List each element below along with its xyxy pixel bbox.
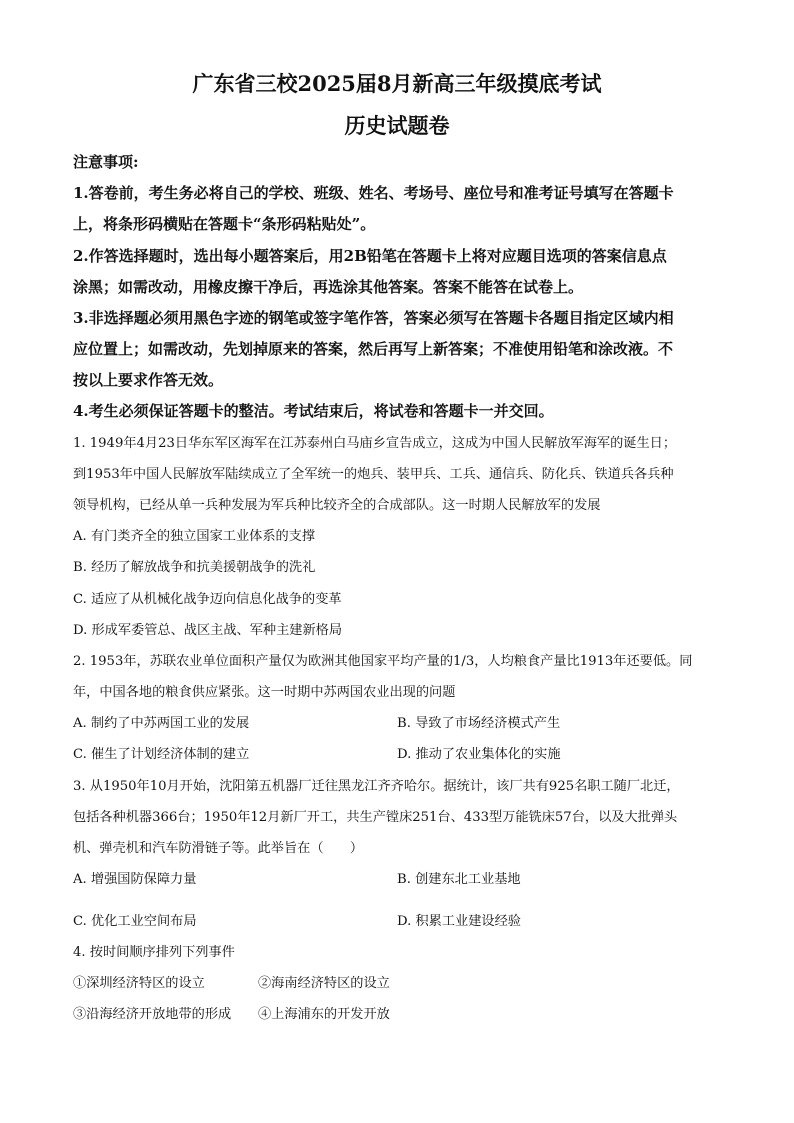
exam-subtitle: 历史试题卷 [344,113,450,138]
q3-stem-line: 3. 从1950年10月开始，沈阳第五机器厂迁往黑龙江齐齐哈尔。据统计，该厂共有925名职工随厂北迁， [73,779,680,794]
q4-item-3: ③沿海经济开放地带的形成 [73,1007,232,1022]
q2-option-c: C. 催生了计划经济体制的建立 [73,747,250,762]
notice-line: 应位置上；如需改动，先划掉原来的答案，然后再写上新答案；不准使用铅笔和涂改液。不 [73,340,674,358]
q1-option-b: B. 经历了解放战争和抗美援朝战争的洗礼 [73,560,316,575]
q3-option-b: B. 创建东北工业基地 [397,872,521,887]
q1-option-a: A. 有门类齐全的独立国家工业体系的支撑 [73,529,316,544]
q2-stem-line: 年，中国各地的粮食供应紧张。这一时期中苏两国农业出现的问题 [73,685,456,700]
q3-option-d: D. 积累工业建设经验 [397,914,521,929]
q1-option-c: C. 适应了从机械化战争迈向信息化战争的变革 [73,592,342,607]
q4-item-4: ④上海浦东的开发开放 [258,1007,390,1022]
notice-line: 2.作答选择题时，选出每小题答案后，用2B铅笔在答题卡上将对应题目选项的答案信息点 [73,247,667,265]
q2-stem-line: 2. 1953年，苏联农业单位面积产量仅为欧洲其他国家平均产量的1/3，人均粮食产量比1913年还要低。同 [73,654,693,669]
q3-option-a: A. 增强国防保障力量 [73,872,197,887]
q2-option-d: D. 推动了农业集体化的实施 [397,747,561,762]
exam-title: 广东省三校2025届8月新高三年级摸底考试 [192,71,602,96]
notice-heading: 注意事项: [73,153,139,171]
q2-option-b: B. 导致了市场经济模式产生 [397,716,561,731]
q4-item-2: ②海南经济特区的设立 [258,976,390,991]
notice-line: 上，将条形码横贴在答题卡“条形码粘贴处”。 [73,215,376,233]
q1-stem-line: 1. 1949年4月23日华东军区海军在江苏泰州白马庙乡宣告成立，这成为中国人民解放军海军的诞生日； [73,436,677,451]
notice-line: 按以上要求作答无效。 [73,371,224,389]
q1-stem-line: 到1953年中国人民解放军陆续成立了全军统一的炮兵、装甲兵、工兵、通信兵、防化兵、铁道兵各兵种 [73,467,674,482]
q4-item-1: ①深圳经济特区的设立 [73,976,205,991]
q3-stem-line: 机、弹壳机和汽车防滑链子等。此举旨在（ ） [73,841,364,856]
notice-line: 1.答卷前，考生务必将自己的学校、班级、姓名、考场号、座位号和准考证号填写在答题卡 [73,184,674,202]
q4-stem: 4. 按时间顺序排列下列事件 [73,945,235,960]
notice-line: 4.考生必须保证答题卡的整洁。考试结束后，将试卷和答题卡一并交回。 [73,402,554,420]
notice-line: 3.非选择题必须用黑色字迹的钢笔或签字笔作答，答案必须写在答题卡各题目指定区域内相 [73,309,674,327]
q2-option-a: A. 制约了中苏两国工业的发展 [73,716,250,731]
q3-stem-line: 包括各种机器366台；1950年12月新厂开工，共生产镗床251台、433型万能铣床57台，以及大批弹头 [73,810,678,825]
q3-option-c: C. 优化工业空间布局 [73,914,197,929]
notice-line: 涂黑；如需改动，用橡皮擦干净后，再选涂其他答案。答案不能答在试卷上。 [73,278,584,296]
q1-stem-line: 领导机构，已经从单一兵种发展为军兵种比较齐全的合成部队。这一时期人民解放军的发展 [73,498,601,513]
q1-option-d: D. 形成军委管总、战区主战、军种主建新格局 [73,623,343,638]
